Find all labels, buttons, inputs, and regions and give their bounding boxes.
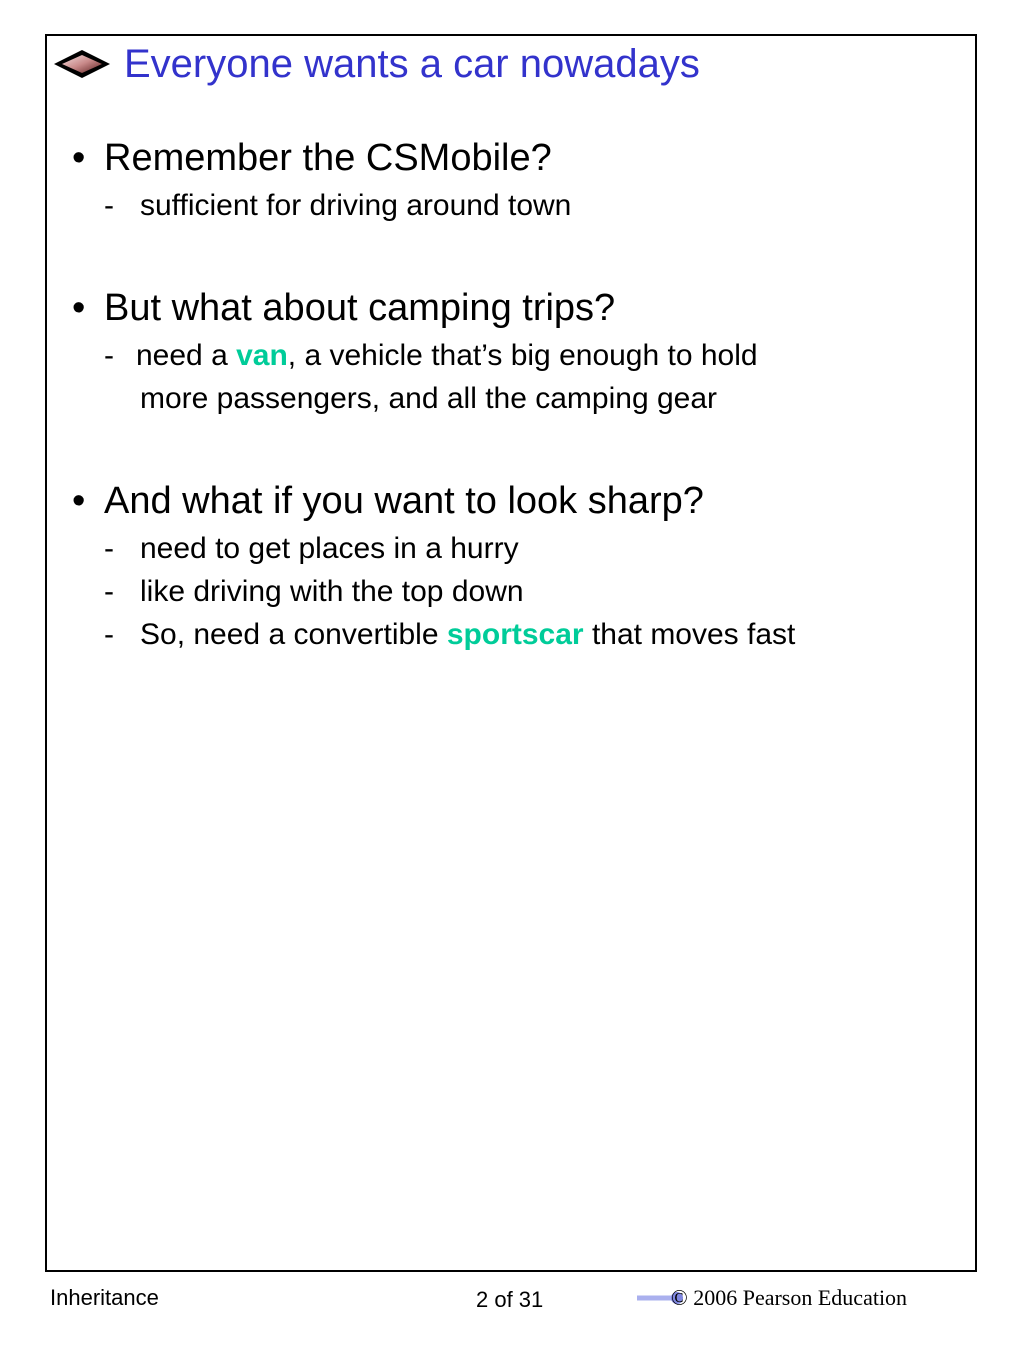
- sub-dash: -: [104, 575, 114, 608]
- highlight-van: van: [236, 339, 288, 372]
- bullet-dot: •: [72, 480, 86, 522]
- bullet-2: [72, 286, 615, 330]
- footer-section-label: Inheritance: [50, 1285, 159, 1310]
- highlight-sportscar: sportscar: [446, 618, 584, 651]
- bullet-2-sub-1-before: need a: [136, 339, 237, 372]
- bullet-3-sub-3-after: that moves fast: [583, 618, 796, 651]
- bullet-3-sub-1: [104, 531, 519, 567]
- bullet-3-sub-3: [104, 617, 795, 653]
- bullet-dot: •: [72, 137, 86, 179]
- bullet-2-text: But what about camping trips?: [104, 287, 616, 329]
- bullet-2-sub-1: [104, 338, 758, 374]
- bullet-1-sub-1: [104, 188, 571, 224]
- bullet-3-sub-2-text: like driving with the top down: [140, 575, 524, 608]
- sub-dash: -: [104, 339, 114, 372]
- bullet-1: [72, 136, 552, 180]
- slide-title: Everyone wants a car nowadays: [124, 42, 700, 86]
- footer-page-number: 2 of 31: [476, 1287, 544, 1312]
- bullet-1-sub-1-text: sufficient for driving around town: [140, 189, 572, 222]
- bullet-dot: •: [72, 287, 86, 329]
- bullet-3: [72, 479, 704, 523]
- bullet-3-sub-1-text: need to get places in a hurry: [140, 532, 519, 565]
- footer-right: [637, 1284, 907, 1312]
- bullet-3-sub-2: [104, 574, 524, 610]
- bullet-3-text: And what if you want to look sharp?: [104, 480, 704, 522]
- copyright-text: © 2006 Pearson Education: [671, 1285, 908, 1310]
- bullet-1-text: Remember the CSMobile?: [104, 137, 552, 179]
- sub-dash: -: [104, 532, 114, 565]
- bullet-2-sub-2-text: more passengers, and all the camping gear: [140, 382, 718, 415]
- bullet-2-sub-1-after: , a vehicle that’s big enough to hold: [287, 339, 758, 372]
- diamond-bullet-icon: [50, 44, 114, 84]
- sub-dash: -: [104, 618, 114, 651]
- bullet-3-sub-3-before: So, need a convertible: [140, 618, 447, 651]
- bullet-2-sub-2: [140, 381, 717, 417]
- title-row: [50, 40, 700, 88]
- sub-dash: -: [104, 189, 114, 222]
